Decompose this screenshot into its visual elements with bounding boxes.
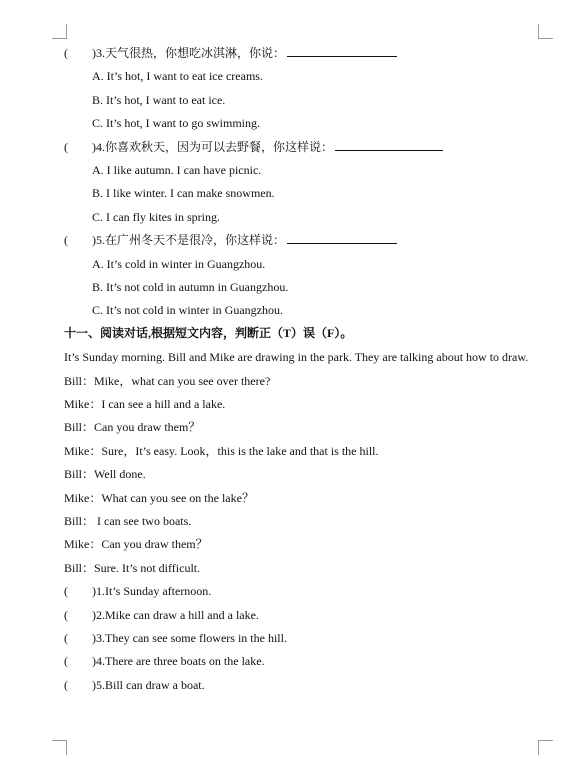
tf-question-text: )4.There are three boats on the lake. (92, 654, 265, 668)
option-c: C. It’s hot, I want to go swimming. (92, 116, 260, 130)
corner-mark-top-left (52, 24, 67, 39)
option-c: C. It’s not cold in winter in Guangzhou. (92, 303, 283, 317)
corner-mark-top-right (538, 24, 553, 39)
answer-paren[interactable]: ( (64, 608, 68, 622)
dialogue-line: Mike：I can see a hill and a lake. (64, 397, 226, 411)
passage-intro: It’s Sunday morning. Bill and Mike are drawing in the park. They are talking about how to draw. (64, 350, 529, 364)
tf-question-text: )2.Mike can draw a hill and a lake. (92, 608, 259, 622)
dialogue-line: Mike：Sure，It’s easy. Look，this is the lake and that is the hill. (64, 444, 379, 458)
answer-blank[interactable] (335, 139, 443, 151)
answer-paren[interactable]: ( (64, 584, 68, 598)
question-stem: )3.天气很热，你想吃冰淇淋，你说： (92, 45, 397, 61)
section-heading: 十一、阅读对话,根据短文内容，判断正（T）误（F）。 (64, 326, 353, 340)
question-stem: )5.在广州冬天不是很冷，你这样说： (92, 232, 397, 248)
tf-question-text: )1.It’s Sunday afternoon. (92, 584, 212, 598)
dialogue-line: Bill：Can you draw them？ (64, 420, 201, 434)
option-b: B. It’s not cold in autumn in Guangzhou. (92, 280, 289, 294)
tf-question-text: )5.Bill can draw a boat. (92, 678, 205, 692)
answer-blank[interactable] (287, 45, 397, 57)
dialogue-line: Mike：What can you see on the lake？ (64, 491, 254, 505)
dialogue-line: Bill：Mike，what can you see over there? (64, 374, 271, 388)
option-b: B. I like winter. I can make snowmen. (92, 186, 275, 200)
answer-paren[interactable]: ( (64, 631, 68, 645)
answer-paren[interactable]: ( (64, 654, 68, 668)
answer-paren: ( (64, 140, 68, 154)
tf-question-text: )3.They can see some flowers in the hill. (92, 631, 287, 645)
option-a: A. I like autumn. I can have picnic. (92, 163, 262, 177)
corner-mark-bottom-right (538, 740, 553, 755)
question-stem: )4.你喜欢秋天，因为可以去野餐，你这样说： (92, 139, 443, 155)
option-c: C. I can fly kites in spring. (92, 210, 220, 224)
answer-paren: ( (64, 46, 68, 60)
option-a: A. It’s cold in winter in Guangzhou. (92, 257, 266, 271)
dialogue-line: Bill： I can see two boats. (64, 514, 192, 528)
answer-paren[interactable]: ( (64, 678, 68, 692)
dialogue-line: Bill：Well done. (64, 467, 146, 481)
dialogue-line: Mike：Can you draw them？ (64, 537, 208, 551)
answer-paren: ( (64, 233, 68, 247)
dialogue-line: Bill：Sure. It’s not difficult. (64, 561, 201, 575)
answer-blank[interactable] (287, 232, 397, 244)
option-b: B. It’s hot, I want to eat ice. (92, 93, 226, 107)
corner-mark-bottom-left (52, 740, 67, 755)
option-a: A. It’s hot, I want to eat ice creams. (92, 69, 263, 83)
